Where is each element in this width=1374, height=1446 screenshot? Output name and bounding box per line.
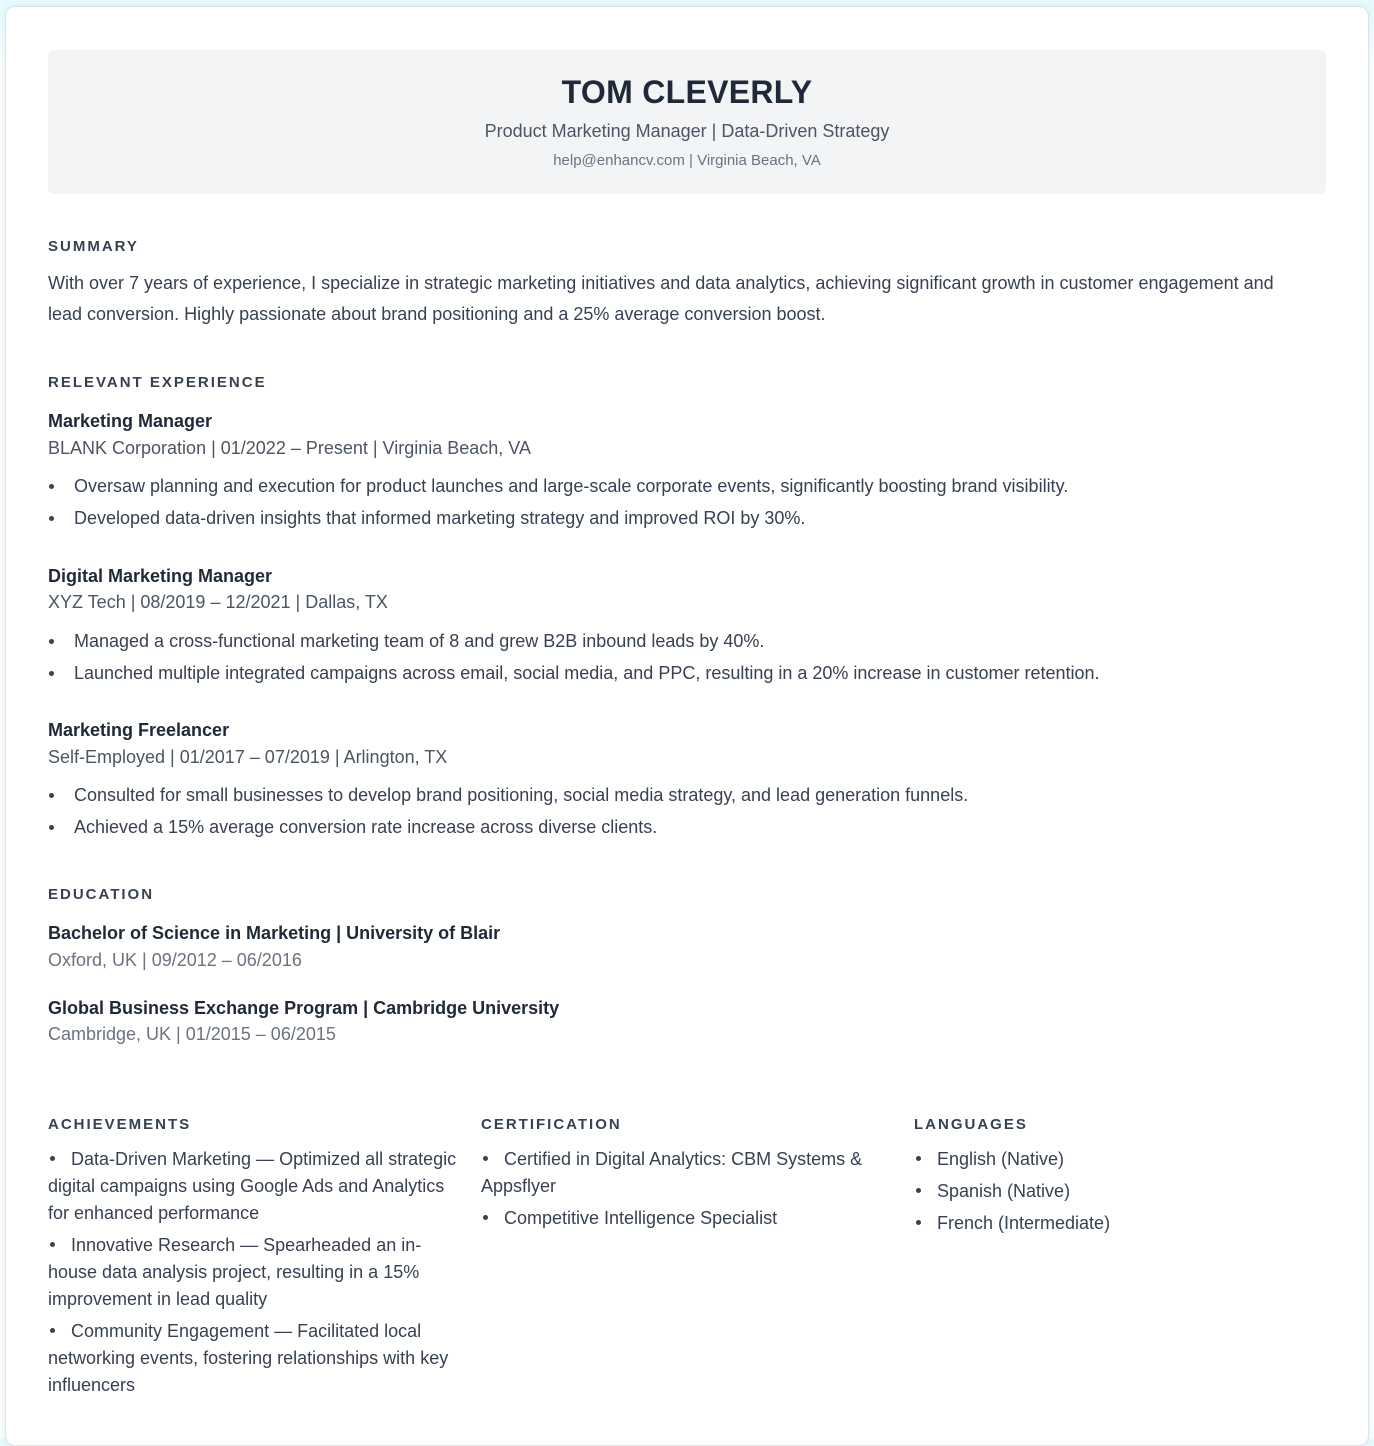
bullet-dot <box>50 1156 55 1161</box>
achievement-text: Data-Driven Marketing — Optimized all strategic digital campaigns using Google Ads and Analytics for enhanced performance <box>48 1149 457 1223</box>
job-meta: XYZ Tech | 08/2019 – 12/2021 | Dallas, TX <box>48 592 388 612</box>
bullet-dot <box>483 1156 488 1161</box>
certification-item <box>481 1146 901 1200</box>
job-bullets <box>48 625 1338 689</box>
achievement-item <box>48 1232 458 1313</box>
job-bullet: Developed data-driven insights that informed marketing strategy and improved ROI by 30%. <box>48 502 1338 534</box>
candidate-contact: help@enhancv.com | Virginia Beach, VA <box>553 152 821 169</box>
job-title: Digital Marketing Manager <box>48 566 273 586</box>
bullet-dot <box>916 1220 921 1225</box>
language-item <box>914 1210 1314 1237</box>
bullet-dot <box>50 1242 55 1247</box>
language-text: French (Intermediate) <box>937 1213 1111 1233</box>
resume-page <box>5 6 1369 1446</box>
bullet-dot <box>50 1328 55 1333</box>
candidate-headline: Product Marketing Manager | Data-Driven Strategy <box>484 121 890 141</box>
job-meta: BLANK Corporation | 01/2022 – Present | Virginia Beach, VA <box>48 438 531 458</box>
achievement-text: Innovative Research — Spearheaded an in-house data analysis project, resulting in a 15% improvement in lead quality <box>48 1235 422 1309</box>
language-text: English (Native) <box>937 1149 1065 1169</box>
job-bullet: Consulted for small businesses to develop brand positioning, social media strategy, and lead generation funnels. <box>48 779 1338 811</box>
language-text: Spanish (Native) <box>937 1181 1071 1201</box>
education-title: Global Business Exchange Program | Cambridge University <box>48 998 560 1018</box>
education-heading: EDUCATION <box>48 886 155 903</box>
resume-header <box>48 50 1326 194</box>
education-title: Bachelor of Science in Marketing | University of Blair <box>48 923 501 943</box>
job-bullet: Launched multiple integrated campaigns across email, social media, and PPC, resulting in a 20% increase in customer retention. <box>48 657 1338 689</box>
certification-text: Competitive Intelligence Specialist <box>504 1208 778 1228</box>
languages-heading: LANGUAGES <box>914 1116 1028 1133</box>
education-meta: Cambridge, UK | 01/2015 – 06/2015 <box>48 1024 336 1044</box>
candidate-name: TOM CLEVERLY <box>561 74 813 110</box>
summary-text: With over 7 years of experience, I specialize in strategic marketing initiatives and data analytics, achieving significant growth in customer engagement and lead conversion. Highly passionate about brand positioning and a 25% average conversion boost. <box>48 273 1274 324</box>
summary-heading: SUMMARY <box>48 238 139 255</box>
achievement-text: Community Engagement — Facilitated local networking events, fostering relationships with key influencers <box>48 1321 449 1395</box>
job-title: Marketing Manager <box>48 411 213 431</box>
language-item <box>914 1146 1314 1173</box>
bullet-dot <box>916 1188 921 1193</box>
job-title: Marketing Freelancer <box>48 720 230 740</box>
language-item <box>914 1178 1314 1205</box>
certification-text: Certified in Digital Analytics: CBM Systems & Appsflyer <box>481 1149 863 1196</box>
bullet-dot <box>483 1215 488 1220</box>
achievements-list <box>48 1146 458 1404</box>
job-bullets <box>48 470 1338 534</box>
job-meta: Self-Employed | 01/2017 – 07/2019 | Arlington, TX <box>48 747 448 767</box>
certification-list <box>481 1146 901 1237</box>
job-bullets <box>48 779 1338 843</box>
job-bullet: Managed a cross-functional marketing team of 8 and grew B2B inbound leads by 40%. <box>48 625 1338 657</box>
bullet-dot <box>916 1156 921 1161</box>
certification-heading: CERTIFICATION <box>481 1116 622 1133</box>
certification-item <box>481 1205 901 1232</box>
languages-list <box>914 1146 1314 1242</box>
achievement-item <box>48 1146 458 1227</box>
achievement-item <box>48 1318 458 1399</box>
job-bullet: Achieved a 15% average conversion rate increase across diverse clients. <box>48 811 1338 843</box>
education-meta: Oxford, UK | 09/2012 – 06/2016 <box>48 950 302 970</box>
job-bullet: Oversaw planning and execution for product launches and large-scale corporate events, significantly boosting brand visibility. <box>48 470 1338 502</box>
achievements-heading: ACHIEVEMENTS <box>48 1116 192 1133</box>
experience-heading: RELEVANT EXPERIENCE <box>48 374 267 391</box>
